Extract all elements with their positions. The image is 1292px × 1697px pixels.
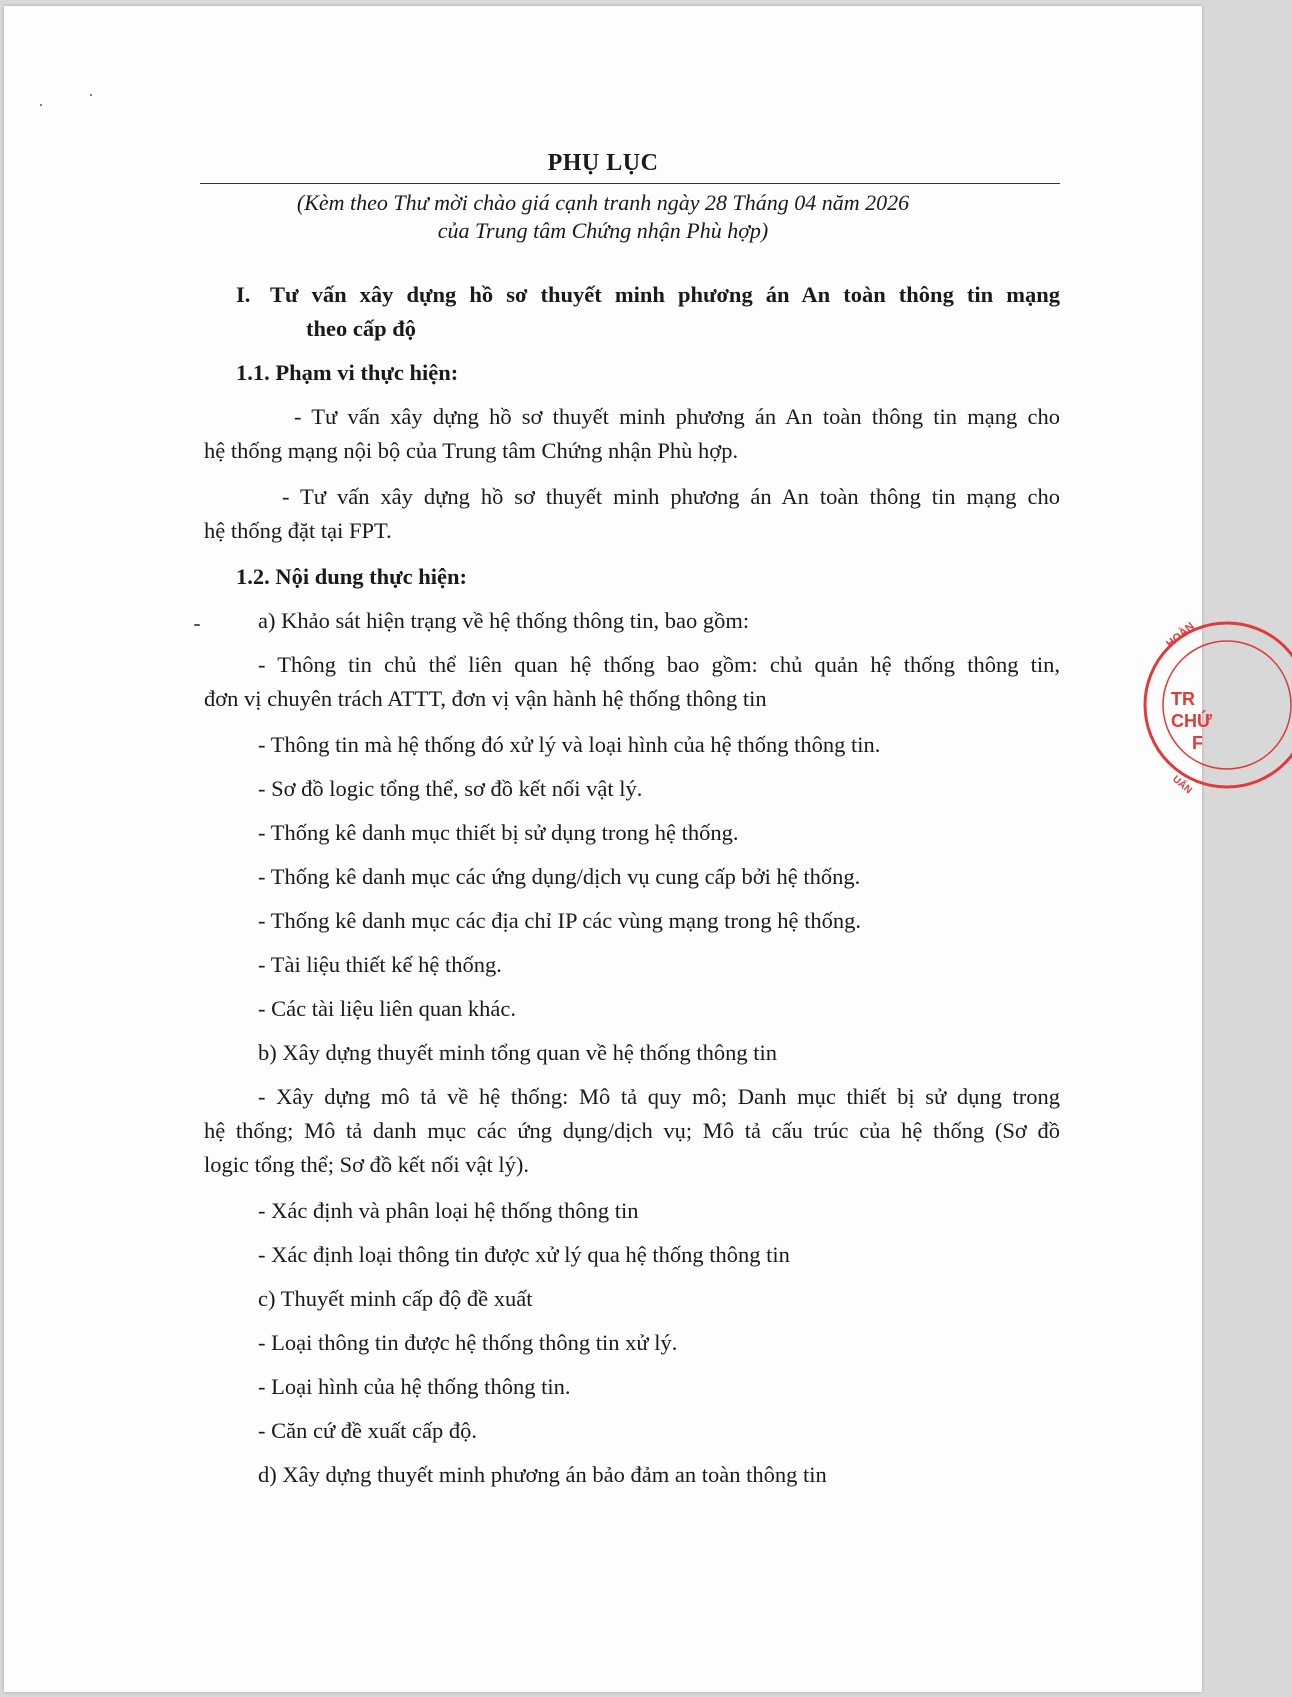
section-b-heading: b) Xây dựng thuyết minh tổng quan về hệ thống thông tin bbox=[258, 1040, 778, 1065]
section-a-item-1-line-2: đơn vị chuyên trách ATTT, đơn vị vận hành hệ thống thông tin bbox=[204, 686, 767, 711]
section-1-1-item-2-line-1: - Tư vấn xây dựng hồ sơ thuyết minh phương án An toàn thông tin mạng cho bbox=[282, 484, 1060, 509]
section-d-heading: d) Xây dựng thuyết minh phương án bảo đảm an toàn thông tin bbox=[258, 1462, 827, 1487]
section-b-item-1-line-2: hệ thống; Mô tả danh mục các ứng dụng/dịch vụ; Mô tả cấu trúc của hệ thống (Sơ đồ bbox=[204, 1118, 1060, 1143]
section-c-heading: c) Thuyết minh cấp độ đề xuất bbox=[258, 1286, 533, 1311]
title-underline bbox=[200, 183, 1060, 184]
section-1-1-item-2-line-2: hệ thống đặt tại FPT. bbox=[204, 518, 392, 543]
section-a-heading: a) Khảo sát hiện trạng về hệ thống thông tin, bao gồm: bbox=[258, 608, 750, 633]
subtitle-line-1: (Kèm theo Thư mời chào giá cạnh tranh ngày 28 Tháng 04 năm 2026 bbox=[296, 190, 910, 215]
section-a-item: - Sơ đồ logic tổng thể, sơ đồ kết nối vật lý. bbox=[258, 776, 643, 801]
section-1-1-item-1-line-2: hệ thống mạng nội bộ của Trung tâm Chứng nhận Phù hợp. bbox=[204, 438, 739, 463]
document-page bbox=[4, 6, 1212, 1692]
seal-text-line-2: CHỨ bbox=[1171, 711, 1212, 731]
section-1-1-heading: 1.1. Phạm vi thực hiện: bbox=[236, 360, 459, 385]
section-a-item: - Thống kê danh mục thiết bị sử dụng trong hệ thống. bbox=[258, 820, 739, 845]
section-a-item: - Các tài liệu liên quan khác. bbox=[258, 996, 517, 1021]
section-a-item: - Thống kê danh mục các ứng dụng/dịch vụ cung cấp bởi hệ thống. bbox=[258, 864, 861, 889]
section-b-item: - Xác định và phân loại hệ thống thông tin bbox=[258, 1198, 639, 1223]
section-i-title-line-2: theo cấp độ bbox=[306, 316, 417, 341]
scan-speck bbox=[40, 104, 42, 106]
section-b-item: - Xác định loại thông tin được xử lý qua hệ thống thông tin bbox=[258, 1242, 790, 1267]
section-c-item: - Loại hình của hệ thống thông tin. bbox=[258, 1374, 571, 1399]
seal-text-bottom: UẨN bbox=[1170, 773, 1194, 797]
seal-text-top: HOÀN bbox=[1164, 620, 1197, 651]
scan-speck bbox=[90, 94, 92, 96]
seal-text-line-1: TR bbox=[1171, 689, 1195, 709]
section-a-item: - Tài liệu thiết kế hệ thống. bbox=[258, 952, 502, 977]
section-a-item: - Thống kê danh mục các địa chỉ IP các vùng mạng trong hệ thống. bbox=[258, 908, 861, 933]
section-a-item: - Thông tin mà hệ thống đó xử lý và loại hình của hệ thống thông tin. bbox=[258, 732, 881, 757]
section-1-2-heading: 1.2. Nội dung thực hiện: bbox=[236, 564, 468, 589]
scan-speck bbox=[194, 624, 200, 626]
page-title: PHỤ LỤC bbox=[547, 150, 659, 176]
seal-text-line-3: F bbox=[1192, 733, 1203, 753]
section-1-1-item-1-line-1: - Tư vấn xây dựng hồ sơ thuyết minh phương án An toàn thông tin mạng cho bbox=[294, 404, 1060, 429]
subtitle-line-2: của Trung tâm Chứng nhận Phù hợp) bbox=[437, 218, 769, 243]
section-a-item-1-line-1: - Thông tin chủ thể liên quan hệ thống bao gồm: chủ quản hệ thống thông tin, bbox=[258, 652, 1060, 677]
section-i-number: I. bbox=[236, 282, 251, 307]
section-b-item-1-line-3: logic tổng thể; Sơ đồ kết nối vật lý). bbox=[204, 1152, 529, 1177]
official-seal-stamp bbox=[1142, 610, 1292, 800]
section-c-item: - Căn cứ đề xuất cấp độ. bbox=[258, 1418, 477, 1443]
section-b-item-1-line-1: - Xây dựng mô tả về hệ thống: Mô tả quy mô; Danh mục thiết bị sử dụng trong bbox=[258, 1084, 1060, 1109]
section-c-item: - Loại thông tin được hệ thống thông tin xử lý. bbox=[258, 1330, 678, 1355]
section-i-title-line-1: Tư vấn xây dựng hồ sơ thuyết minh phương án An toàn thông tin mạng bbox=[270, 282, 1060, 307]
